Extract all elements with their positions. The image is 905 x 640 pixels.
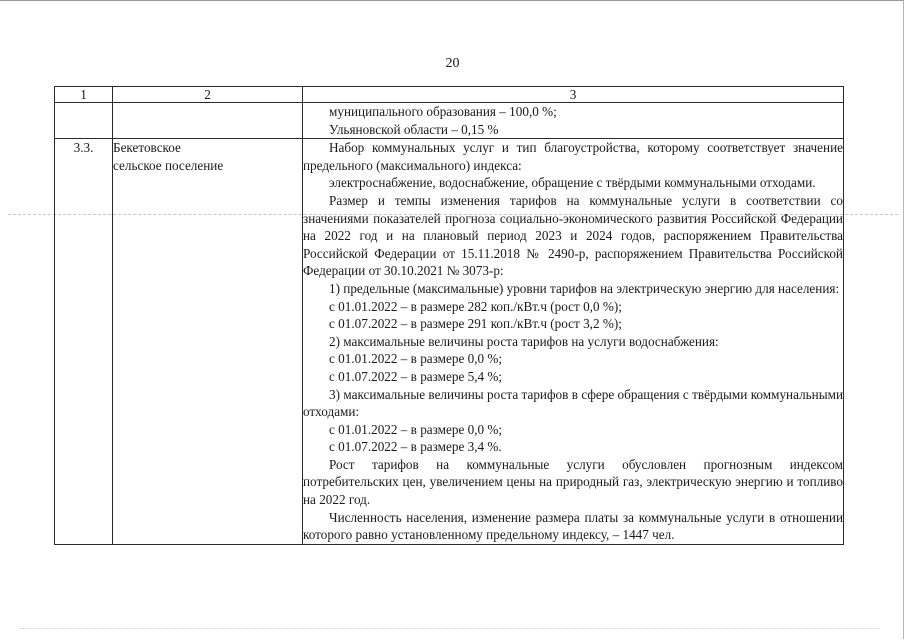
table-row-3-3: [55, 139, 844, 545]
tariff-line: с 01.07.2022 – в размере 5,4 %;: [329, 368, 503, 384]
paragraph: электроснабжение, водоснабжение, обращение с твёрдыми коммунальными отходами.: [329, 175, 816, 191]
column-header-1: 1: [55, 87, 113, 103]
tariff-line: с 01.01.2022 – в размере 0,0 %;: [329, 351, 503, 367]
paragraph: Набор коммунальных услуг и тип благоустройства, которому соответствует значение предельного (максимального) индекса:: [303, 140, 843, 173]
settlement-name-line: сельское поселение: [113, 157, 224, 173]
paragraph: Размер и темпы изменения тарифов на коммунальные услуги в соответствии со значениями показателей прогноза социально-экономического развития Российской Федерации на 2022 год и на плановый период 2023 и 2024 годов, распоряжением Правительства Российской Федерации от 15.11.2018 № 2490-р, распоряжением Правительства Российской Федерации от 30.10.2021 № 3073-р:: [303, 192, 843, 279]
tariff-line: с 01.07.2022 – в размере 291 коп./кВт.ч (рост 3,2 %);: [329, 316, 622, 332]
tariff-line: с 01.01.2022 – в размере 0,0 %;: [329, 421, 503, 437]
paragraph: 1) предельные (максимальные) уровни тарифов на электрическую энергию для населения:: [329, 280, 840, 296]
row-description: [303, 139, 844, 545]
paragraph: Численность населения, изменение размера платы за коммунальные услуги в отношении которого равно установленному предельному индексу, – 1447 чел.: [303, 509, 843, 543]
row-number: 3.3.: [55, 139, 113, 545]
scan-artifact-line: [20, 628, 880, 629]
settlement-name-line: Бекетовское: [113, 140, 181, 156]
paragraph: 3) максимальные величины роста тарифов в сфере обращения с твёрдыми коммунальными отходами:: [303, 386, 843, 420]
tariff-line: с 01.01.2022 – в размере 282 коп./кВт.ч (рост 0,0 %);: [329, 298, 622, 314]
continuation-text-cell: [303, 103, 844, 139]
settlement-name: [113, 139, 303, 545]
paragraph: 2) максимальные величины роста тарифов на услуги водоснабжения:: [329, 333, 719, 349]
continuation-name-cell: [113, 103, 303, 139]
paragraph: Рост тарифов на коммунальные услуги обусловлен прогнозным индексом потребительских цен, увеличением цены на природный газ, электрическую энергию и топливо на 2022 год.: [303, 456, 843, 508]
table-header-row: [55, 87, 844, 103]
column-header-3: 3: [303, 87, 844, 103]
continuation-line: муниципального образования – 100,0 %;: [329, 104, 557, 119]
continuation-number-cell: [55, 103, 113, 139]
tariff-line: с 01.07.2022 – в размере 3,4 %.: [329, 439, 502, 455]
page-number: 20: [445, 56, 460, 71]
tariff-table: [54, 86, 844, 545]
column-header-2: 2: [113, 87, 303, 103]
continuation-line: Ульяновской области – 0,15 %: [329, 121, 499, 137]
table-row-continuation: [55, 103, 844, 139]
